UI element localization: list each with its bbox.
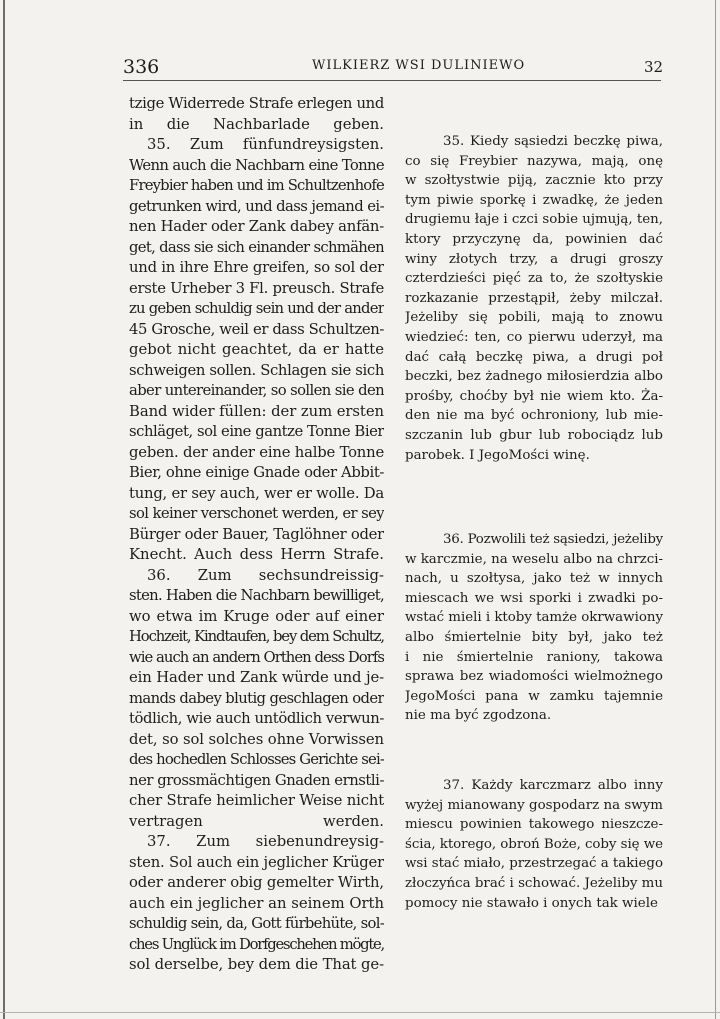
text-line: 37. Każdy karczmarz albo inny — [443, 778, 663, 793]
text-line: tzige Widerrede Strafe erlegen und — [129, 95, 384, 112]
text-line: sten. Sol auch ein jeglicher Krüger — [129, 853, 384, 871]
polish-paragraph-36-body — [405, 530, 663, 726]
polish-paragraph-35-body — [405, 132, 663, 465]
section-heading-36: 36. Zum sechsundreissig- — [147, 566, 384, 584]
text-line: ktory przyczynę da, powinien dać — [405, 231, 663, 247]
text-line: co się Freybier nazywa, mają, onę — [405, 153, 663, 169]
german-paragraph-35 — [129, 135, 384, 566]
text-line: miescu powinien takowego nieszcze- — [405, 817, 663, 833]
text-line: wyżej mianowany gospodarz na swym — [405, 797, 663, 813]
text-line: nach, u szołtysa, jako też w innych — [405, 571, 663, 587]
german-paragraph-37 — [129, 832, 384, 976]
page-edge-left — [3, 0, 5, 1019]
text-line: ścia, ktorego, obroń Boże, coby się we — [405, 836, 663, 852]
text-line: tym piwie sporkę i zwadkę, że jeden — [405, 192, 663, 208]
text-line: rozkazanie przestąpił, żeby milczał. — [405, 290, 663, 306]
text-line: getrunken wird, und dass jemand ei- — [129, 197, 384, 215]
text-line: des hochedlen Schlosses Gerichte sei- — [129, 751, 384, 768]
text-line: schweigen sollen. Schlagen sie sich — [129, 361, 384, 379]
polish-paragraph-36 — [405, 530, 663, 726]
polish-paragraph-37 — [405, 776, 663, 913]
text-line: sol keiner verschonet werden, er sey — [129, 505, 384, 522]
text-line: aber untereinander, so sollen sie den — [129, 382, 384, 399]
text-line: geben. der ander eine halbe Tonne — [129, 443, 384, 461]
section-heading-37: 37. Zum siebenundreysig- — [147, 833, 384, 850]
text-line: parobek. I JegoMości winę. — [405, 447, 590, 463]
text-line: Bier, ohne einige Gnade oder Abbit- — [129, 464, 384, 481]
text-line: zu geben schuldig sein und der ander — [129, 300, 384, 317]
text-line: und in ihre Ehre greifen, so sol der — [129, 259, 384, 276]
text-line: Jeżeliby się pobili, mają to znowu — [405, 310, 663, 326]
page-edge-bottom — [0, 1012, 720, 1013]
text-line: 36. Pozwolili też sąsiedzi, jeżeliby — [443, 532, 663, 547]
text-line: det, so sol solches ohne Vorwissen — [129, 730, 384, 748]
text-line: 45 Grosche, weil er dass Schultzen- — [129, 320, 384, 338]
page-number-right: 32 — [644, 58, 664, 76]
section-heading-35: 35. Zum fünfundreysigsten. — [147, 136, 384, 153]
text-line: get, dass sie sich einander schmähen — [129, 238, 384, 256]
page-edge-right — [715, 0, 716, 1019]
text-line: wstać mieli i ktoby tamże okrwawiony — [405, 610, 663, 626]
text-line: i nie śmiertelnie raniony, takowa — [405, 649, 663, 665]
text-line: wie auch an andern Orthen dess Dorfs — [129, 648, 384, 666]
text-line: sprawa bez wiadomości wielmożnego — [405, 669, 663, 685]
text-line: auch ein jeglicher an seinem Orth — [129, 894, 384, 912]
text-line: Wenn auch die Nachbarn eine Tonne — [129, 156, 384, 174]
text-line: erste Urheber 3 Fl. preusch. Strafe — [129, 279, 384, 297]
page-header — [0, 56, 720, 80]
polish-paragraph-37-body — [405, 776, 663, 913]
text-line: mands dabey blutig geschlagen oder — [129, 689, 384, 707]
text-line: Hochzeit, Kindtaufen, bey dem Schultz, — [129, 628, 384, 645]
text-line: wsi stać miało, przestrzegać a takiego — [405, 856, 663, 872]
text-line: ein Hader und Zank würde und je- — [129, 669, 384, 686]
text-line: gebot nicht geachtet, da er hatte — [129, 341, 384, 358]
text-line: ches Unglück im Dorfgeschehen mögte, — [129, 935, 384, 953]
text-line: JegoMości pana w zamku tajemnie — [405, 688, 663, 704]
text-line: pomocy nie stawało i onych tak wiele — [405, 895, 658, 911]
text-line: w szołtystwie piją, zacznie kto przy — [405, 173, 663, 189]
text-line: tödlich, wie auch untödlich verwun- — [129, 710, 384, 727]
text-line: dać całą beczkę piwa, a drugi poł — [405, 349, 663, 365]
text-line: schuldig sein, da, Gott fürbehüte, sol- — [129, 915, 384, 932]
text-line: prośby, choćby był nie wiem kto. Ża- — [405, 388, 663, 404]
text-line: schläget, sol eine gantze Tonne Bier — [129, 423, 384, 440]
text-line: w karczmie, na weselu albo na chrzci- — [405, 551, 663, 567]
text-line: wo etwa im Kruge oder auf einer — [129, 607, 384, 625]
text-line: 35. Kiedy sąsiedzi beczkę piwa, — [443, 134, 663, 149]
text-line: złoczyńca brać i schować. Jeżeliby mu — [405, 875, 663, 891]
text-line: miescach we wsi sporki i zwadki po- — [405, 590, 663, 606]
text-line: nen Hader oder Zank dabey anfän- — [129, 218, 384, 235]
header-rule — [123, 80, 661, 81]
text-line: tung, er sey auch, wer er wolle. Da — [129, 484, 384, 502]
text-line: sol derselbe, bey dem die That ge- — [129, 956, 384, 973]
text-line: cher Strafe heimlicher Weise nicht — [129, 792, 384, 809]
german-column — [129, 94, 384, 976]
text-line: Bürger oder Bauer, Taglöhner oder — [129, 525, 384, 543]
text-line: Band wider füllen: der zum ersten — [129, 402, 384, 420]
text-line: beczki, bez żadnego miłosierdzia albo — [405, 369, 663, 385]
text-line: czterdzieści pięć za to, że szołtyskie — [405, 271, 663, 287]
german-paragraph-continuation — [129, 94, 384, 135]
text-line: Knecht. Auch dess Herrn Strafe. — [129, 546, 384, 563]
text-line: winy złotych trzy, a drugi groszy — [405, 251, 663, 267]
text-line: sten. Haben die Nachbarn bewilliget, — [129, 587, 384, 604]
german-paragraph-36 — [129, 566, 384, 833]
text-line: den nie ma być ochroniony, lub mie- — [405, 408, 663, 424]
page-number-left: 336 — [123, 56, 160, 78]
text-line: vertragen werden. — [129, 812, 384, 830]
running-title: WILKIERZ WSI DULINIEWO — [312, 58, 526, 73]
text-line: nie ma być zgodzona. — [405, 708, 552, 724]
text-line: ner grossmächtigen Gnaden ernstli- — [129, 771, 384, 789]
text-line: Freybier haben und im Schultzenhofe — [129, 177, 384, 194]
text-line: albo śmiertelnie bity był, jako też — [405, 629, 663, 645]
text-line: wiedzieć: ten, co pierwu uderzył, ma — [405, 329, 663, 345]
text-line: szczanin lub gbur lub robociądz lub — [405, 427, 663, 443]
text-line: drugiemu łaje i czci sobie ujmują, ten, — [405, 212, 663, 228]
text-line: oder anderer obig gemelter Wirth, — [129, 874, 384, 891]
text-line: in die Nachbarlade geben. — [129, 115, 384, 133]
polish-paragraph-35 — [405, 132, 663, 465]
